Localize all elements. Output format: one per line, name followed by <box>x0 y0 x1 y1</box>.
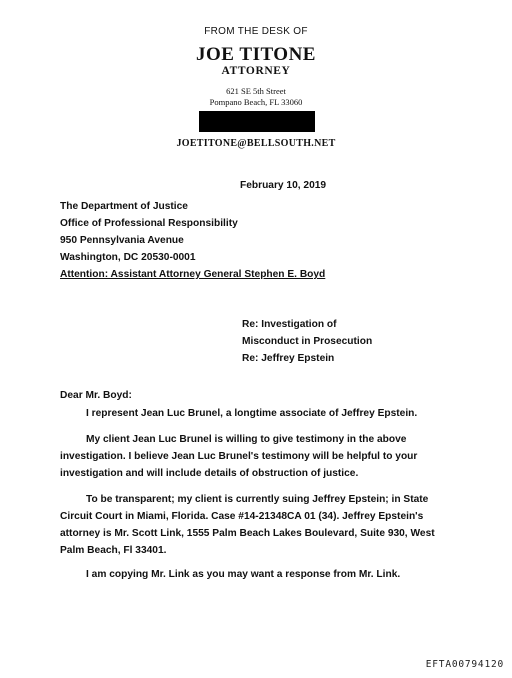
paragraph-line: Circuit Court in Miami, Florida. Case #14-21348CA 01 (34). Jeffrey Epstein's <box>60 511 424 522</box>
letterhead-name: JOE TITONE <box>196 44 316 65</box>
paragraph-line: Palm Beach, Fl 33401. <box>60 545 167 556</box>
body-paragraph <box>60 491 460 559</box>
paragraph-line: I represent Jean Luc Brunel, a longtime associate of Jeffrey Epstein. <box>86 408 418 419</box>
body-paragraph <box>60 566 460 583</box>
paragraph-line: My client Jean Luc Brunel is willing to give testimony in the above <box>86 434 407 445</box>
letterhead-from-desk: FROM THE DESK OF <box>204 26 308 37</box>
letter-date: February 10, 2019 <box>240 180 327 191</box>
paragraph-line: I am copying Mr. Link as you may want a response from Mr. Link. <box>86 569 401 580</box>
subject-line: Misconduct in Prosecution <box>242 336 373 347</box>
letterhead-address-line2: Pompano Beach, FL 33060 <box>209 97 303 107</box>
body-paragraph <box>60 405 460 422</box>
recipient-line: 950 Pennsylvania Avenue <box>60 235 184 246</box>
letterhead-title: ATTORNEY <box>221 65 291 77</box>
paragraph-line: attorney is Mr. Scott Link, 1555 Palm Beach Lakes Boulevard, Suite 930, West <box>60 528 435 539</box>
subject-line: Re: Jeffrey Epstein <box>242 353 335 364</box>
body-paragraph <box>60 431 460 482</box>
redaction-block <box>199 111 315 132</box>
paragraph-line: investigation and will include details of obstruction of justice. <box>60 468 359 479</box>
paragraph-line: investigation. I believe Jean Luc Brunel's testimony will be helpful to your <box>60 451 418 462</box>
letterhead-address-line1: 621 SE 5th Street <box>226 86 286 96</box>
paragraph-line: To be transparent; my client is currently suing Jeffrey Epstein; in State <box>86 494 429 505</box>
recipient-line: Office of Professional Responsibility <box>60 218 238 229</box>
letterhead-email: JOETITONE@BELLSOUTH.NET <box>176 138 336 149</box>
bates-number: EFTA00794120 <box>425 659 504 670</box>
subject-line: Re: Investigation of <box>242 319 337 330</box>
recipient-line: The Department of Justice <box>60 201 188 212</box>
recipient-line: Washington, DC 20530-0001 <box>60 252 196 263</box>
attention-line: Attention: Assistant Attorney General Stephen E. Boyd <box>60 269 326 280</box>
salutation: Dear Mr. Boyd: <box>60 390 132 401</box>
